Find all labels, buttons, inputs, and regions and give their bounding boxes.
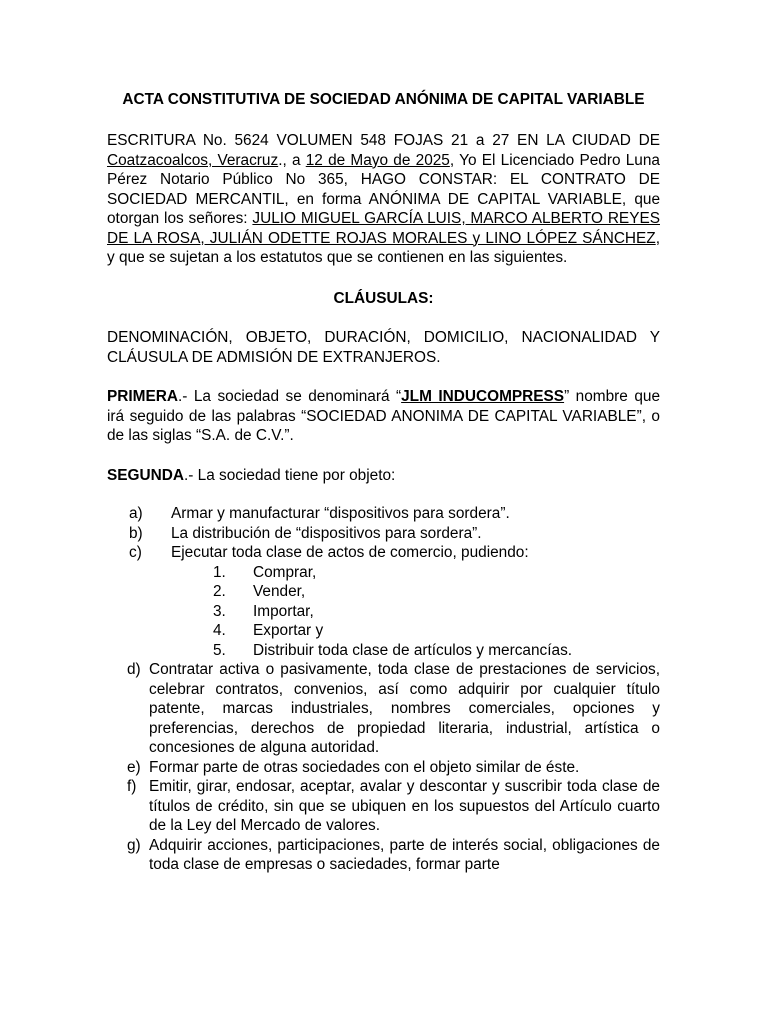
primera-text-1: .- La sociedad se denominará “: [177, 388, 402, 405]
list-item: [107, 836, 660, 875]
list-item-text: Emitir, girar, endosar, aceptar, avalar y descontar y suscribir toda clase de títulos de crédito, sin que se ubiquen en los supuestos del Artículo cuarto de la Ley del Mercado de valores.: [149, 778, 660, 834]
escritura-city: Coatzacoalcos, Veracruz: [107, 151, 279, 169]
escritura-date: 12 de Mayo de 2025: [305, 151, 450, 169]
list-item-text: La distribución de “dispositivos para sordera”.: [171, 524, 482, 542]
denominacion-heading: DENOMINACIÓN, OBJETO, DURACIÓN, DOMICILIO, NACIONALIDAD Y CLÁUSULA DE ADMISIÓN DE EXTRANJEROS.: [107, 329, 660, 366]
list-marker: c): [129, 544, 142, 561]
objeto-list: [107, 504, 660, 875]
escritura-text-1: ESCRITURA No. 5624 VOLUMEN 548 FOJAS 21 a 27 EN LA CIUDAD DE: [107, 132, 660, 149]
sub-list-item-text: Exportar y: [253, 622, 324, 639]
sub-list-item: [107, 621, 660, 641]
list-item: [107, 777, 660, 836]
sub-list-marker: 1.: [213, 563, 226, 581]
list-marker: f): [127, 778, 137, 795]
list-item: [107, 543, 660, 563]
list-marker: e): [127, 758, 141, 776]
escritura-text-2: ., a: [278, 151, 306, 169]
list-item-text: Adquirir acciones, participaciones, parte de interés social, obligaciones de toda clase de empresas o saciedades, formar parte: [149, 836, 660, 873]
list-item: [107, 524, 660, 544]
sub-list-item: [107, 602, 660, 622]
sub-list-marker: 2.: [213, 583, 226, 600]
sub-list-marker: 4.: [213, 622, 226, 639]
segunda-text: .- La sociedad tiene por objeto:: [183, 466, 396, 484]
list-marker: g): [127, 836, 141, 854]
list-item: [107, 758, 660, 778]
list-item-text: Armar y manufacturar “dispositivos para sordera”.: [171, 505, 510, 522]
escritura-text-3: , Yo El Licenciado Pedro Luna Pérez Notario Público No 365, HAGO CONSTAR: EL CONTRATO DE SOCIEDAD MERCANTIL, en forma ANÓNIMA DE CAPITAL VARIABLE, que otorgan los señores:: [107, 151, 660, 227]
sub-list-item-text: Vender,: [253, 583, 306, 600]
list-item-text: Contratar activa o pasivamente, toda clase de prestaciones de servicios, celebrar contratos, convenios, así como adquirir por cualquier título patente, marcas industriales, nombres comerciales, opciones y preferencias, derechos de propiedad literaria, industrial, artística o concesiones de alguna autoridad.: [149, 661, 660, 756]
sub-list-item: [107, 563, 660, 583]
list-item-text: Ejecutar toda clase de actos de comercio, pudiendo:: [171, 544, 529, 561]
escritura-text-4: , y que se sujetan a los estatutos que se contienen en las siguientes.: [107, 229, 660, 266]
primera-text-2: ” nombre que irá seguido de las palabras “SOCIEDAD ANONIMA DE CAPITAL VARIABLE”, o de las siglas “S.A. de C.V.”.: [107, 388, 661, 444]
list-marker: a): [129, 505, 143, 522]
list-marker: b): [129, 524, 143, 542]
escritura-partners: JULIO MIGUEL GARCÍA LUIS, MARCO ALBERTO REYES DE LA ROSA, JULIÁN ODETTE ROJAS MORALES y LINO LÓPEZ SÁNCHEZ: [107, 210, 660, 247]
sub-list-item-text: Importar,: [253, 602, 314, 620]
segunda-label: SEGUNDA: [107, 466, 184, 484]
document-title: ACTA CONSTITUTIVA DE SOCIEDAD ANÓNIMA DE CAPITAL VARIABLE: [122, 91, 645, 108]
sub-list-marker: 3.: [213, 602, 226, 620]
primera-clause: [107, 387, 660, 446]
sub-list-item: [107, 641, 660, 661]
sub-list-item: [107, 582, 660, 602]
list-item: [107, 504, 660, 524]
list-marker: d): [127, 661, 141, 678]
segunda-clause: [107, 466, 660, 486]
list-item-text: Formar parte de otras sociedades con el objeto similar de éste.: [149, 758, 580, 776]
escritura-paragraph: [107, 131, 660, 268]
clausulas-heading: CLÁUSULAS:: [333, 289, 434, 307]
sub-list-marker: 5.: [213, 641, 226, 659]
sub-list-item-text: Distribuir toda clase de artículos y mercancías.: [253, 641, 573, 659]
list-item: [107, 660, 660, 758]
primera-label: PRIMERA: [107, 388, 178, 405]
sub-list-item-text: Comprar,: [253, 563, 317, 581]
company-name: JLM INDUCOMPRESS: [401, 388, 565, 405]
